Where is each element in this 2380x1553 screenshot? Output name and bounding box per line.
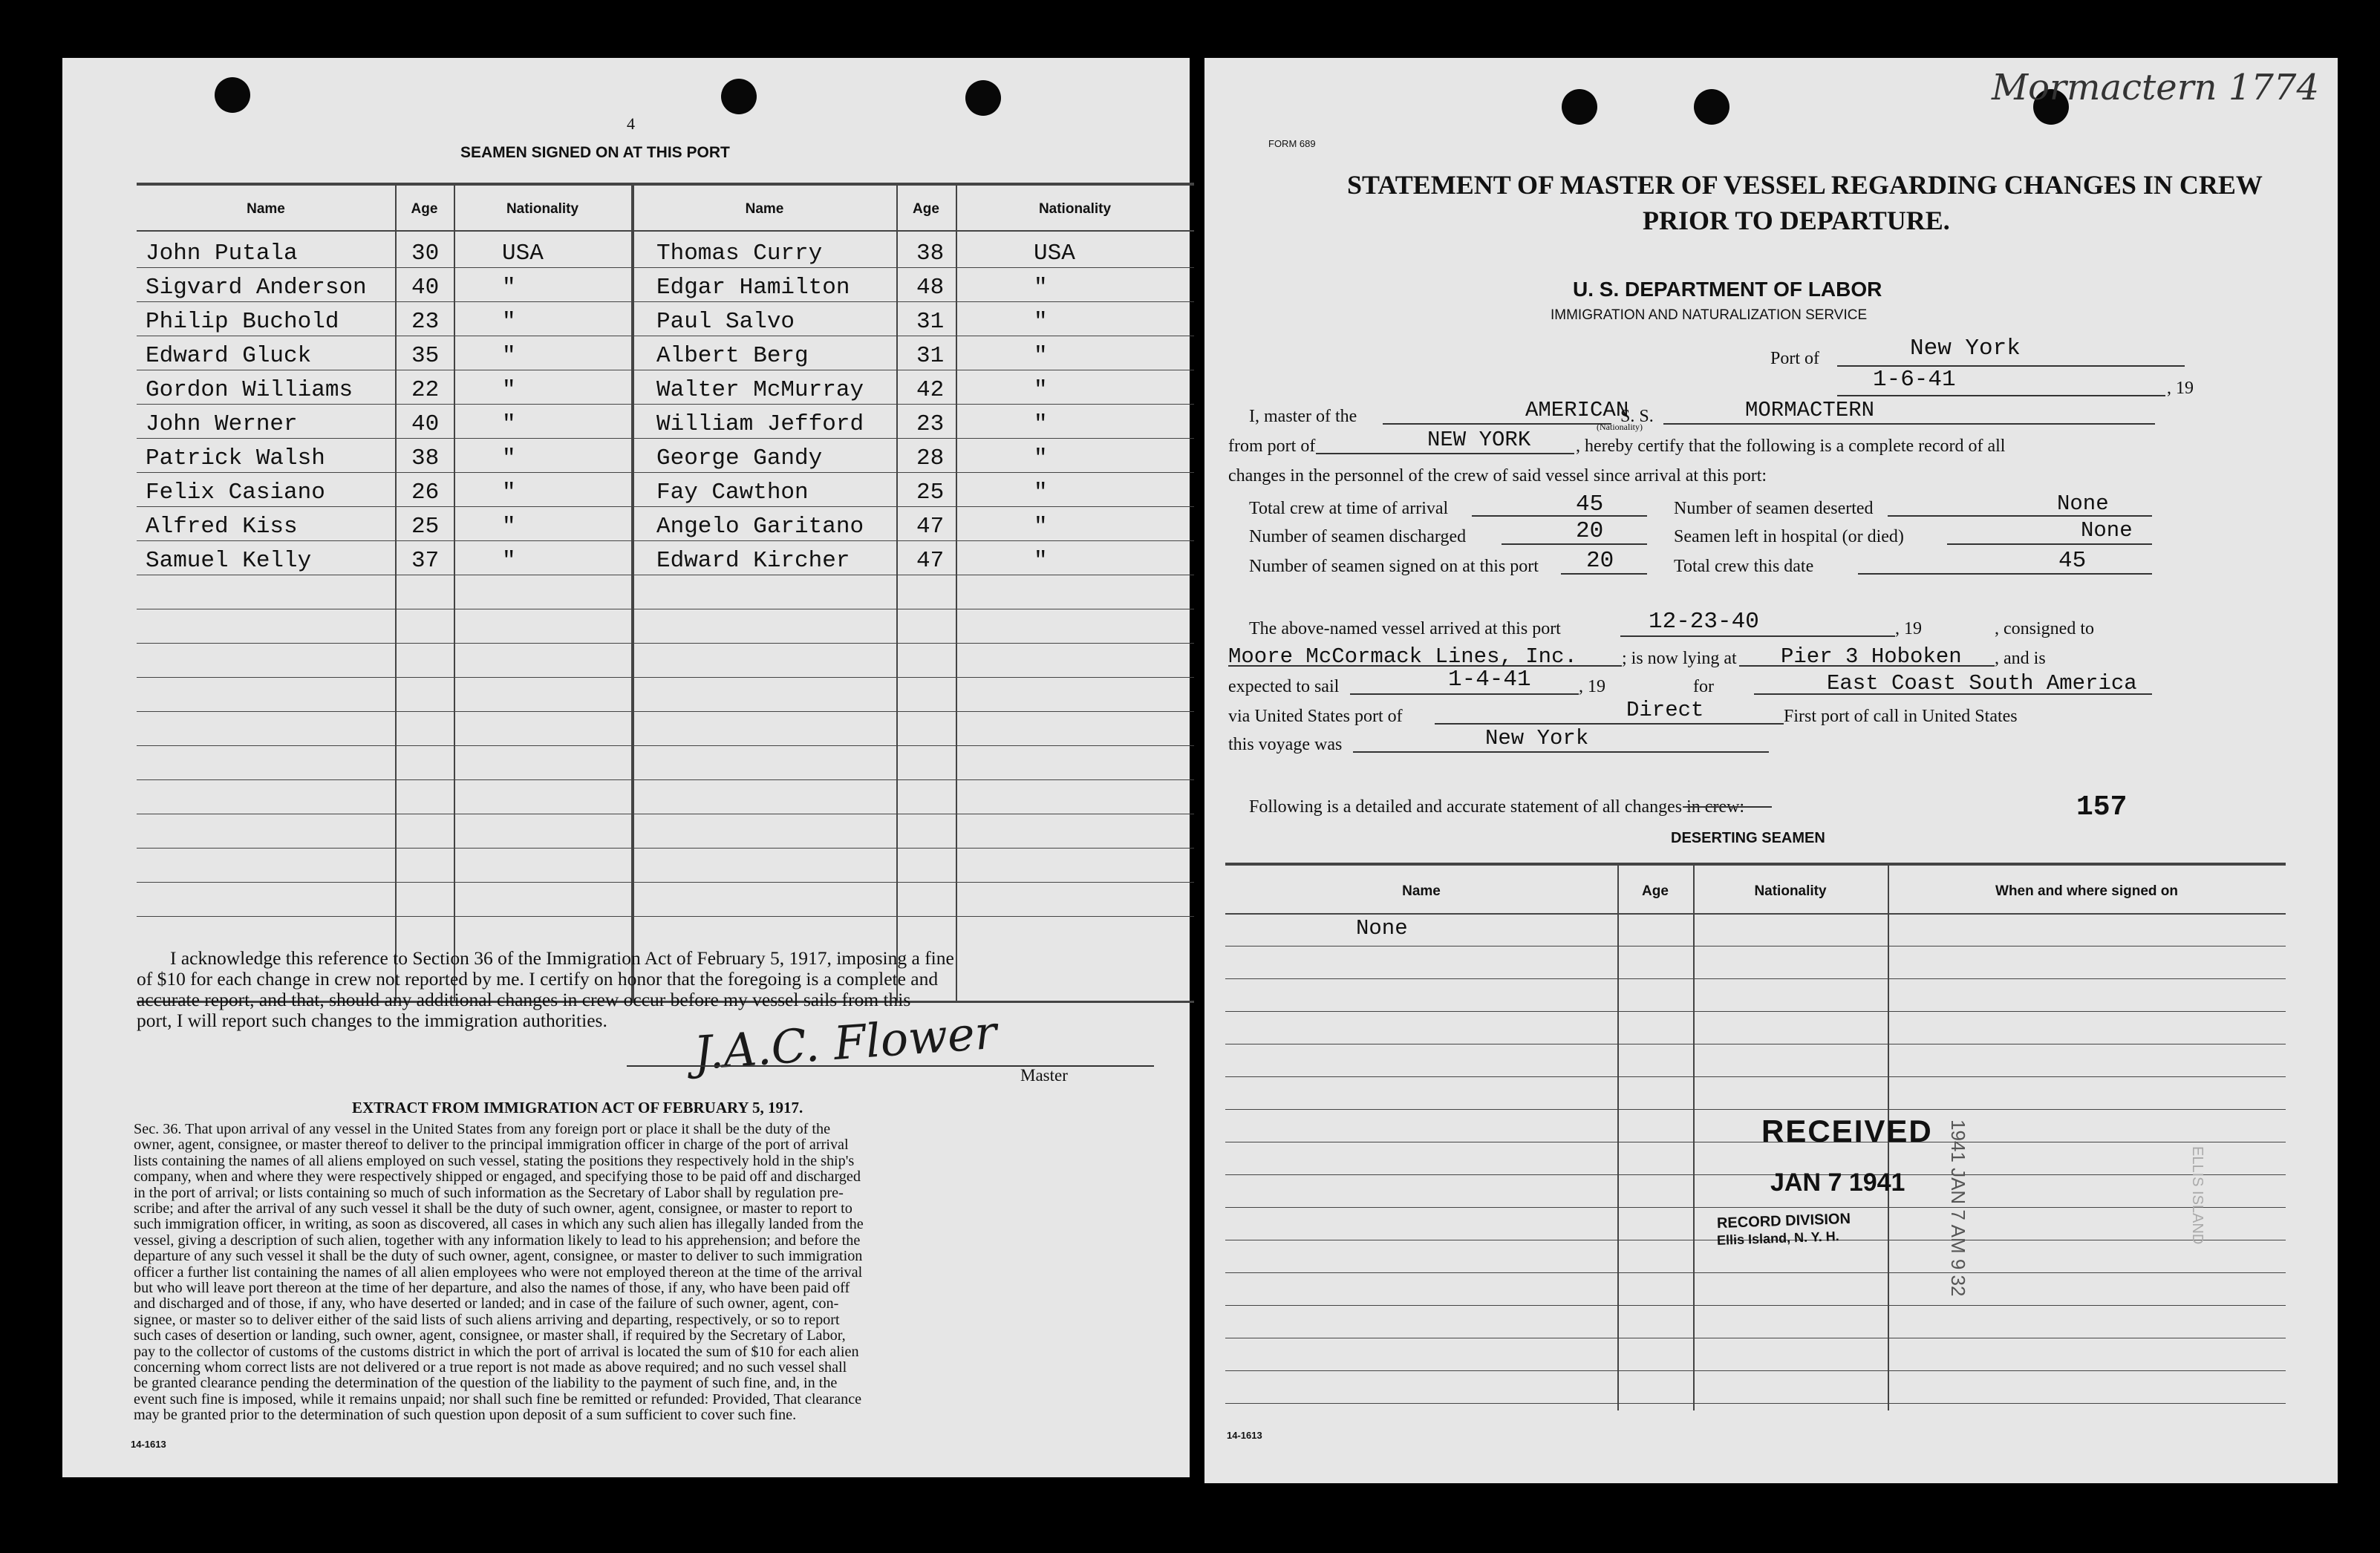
cell-nationality: ": [1034, 411, 1048, 437]
cell-age: 23: [916, 411, 945, 437]
table-rule: [137, 267, 1194, 268]
cell-name: Edward Kircher: [656, 548, 850, 574]
table-rule: [1225, 1076, 2286, 1077]
extract-line: may be granted prior to the determination of such question upon deposit of a sum sufficient to cover such fine.: [134, 1407, 797, 1424]
table-rule: [137, 438, 1194, 439]
master-label: Master: [1020, 1066, 1068, 1085]
col-header-name: Name: [1402, 883, 1441, 899]
table-rule: [137, 301, 1194, 302]
col-header-name: Name: [247, 201, 285, 217]
cell-age: 40: [411, 275, 440, 301]
table-rule: [137, 882, 1194, 883]
punch-hole: [1562, 89, 1597, 125]
cell-nationality: ": [1034, 275, 1048, 301]
via-port-field: Direct: [1626, 698, 1704, 722]
form-subtitle: PRIOR TO DEPARTURE.: [1643, 206, 1950, 235]
extract-line: vessel, giving a description of such alien, together with any information likely to lead to his apprehension; and before the: [134, 1232, 861, 1249]
extract-line: in the port of arrival; or lists containing so much of such information as the Secretary of Labor shall by regulation pre-: [134, 1184, 844, 1201]
cell-age: 42: [916, 377, 945, 403]
punch-hole: [1694, 89, 1729, 125]
punch-hole: [721, 79, 757, 114]
cell-age: 31: [916, 309, 945, 335]
hospital-field: None: [2081, 518, 2133, 543]
extract-line: officer a further list containing the names of all alien employees who were not employed thereon at the time of the arrival: [134, 1263, 863, 1281]
cell-nationality: ": [1034, 480, 1048, 506]
expected-sail-field: 1-4-41: [1448, 667, 1531, 693]
cell-age: 25: [411, 514, 440, 540]
lying-at-field: Pier 3 Hoboken: [1781, 644, 1962, 669]
col-header-when-where: When and where signed on: [1995, 883, 2178, 899]
deserting-title: DESERTING SEAMEN: [1671, 830, 1825, 846]
table-rule: [137, 404, 1194, 405]
form-number: FORM 689: [1268, 138, 1316, 149]
cell-age: 47: [916, 548, 945, 574]
from-port-field: NEW YORK: [1427, 428, 1531, 452]
cell-name: Samuel Kelly: [146, 548, 312, 574]
col-header-age: Age: [1642, 883, 1669, 899]
cell-age: 40: [411, 411, 440, 437]
cell-age: 47: [916, 514, 945, 540]
cell-nationality: ": [1034, 309, 1048, 335]
left-page: 4 SEAMEN SIGNED ON AT THIS PORT Name Age Nationality Name Age Nationality John Putala 30 USA Thomas Curry 38 USA Sigvard Anderson 40 " Edgar Hamilton 48 " Philip Buchold 23 " Paul Salvo 31 " Edward Gluck 35 " Albert Berg 31 " Gordon Williams 22 " Walter McMurray 42 " John Werner 40 " William Jefford 23 " Patrick Walsh 38 " George Gandy 28 " Felix Casiano 26 " Fay Cawthon 25 " Alfred Kiss 25 " Angelo Garitano 47 " Samuel Kelly 37 " Edward Kircher 47 " I acknowledge this reference to Section 36 of the Immigration Act of February 5, 1917, imposing a fine of $10 for each change in crew not reported by me. I certify on honor that the foregoing is a complete and accurate report, and that, should any additional changes in crew occur before my vessel sails from this port, I will report such changes to the immigration authorities. J.A.C. Flower Master EXTRACT FROM IMMIGRATION ACT OF FEBRUARY 5, 1917. Sec. 36. That upon arrival of any vessel in the United States from any foreign port or place it shall be the duty of the owner, agent, consignee, or master thereof to deliver to the principal immigration officer in charge of the port of arrival lists containing the names of all aliens employed on such vessel, stating the positions they respectively hold in the ship's company, when and where they were respectively shipped or engaged, and specifying those to be paid off and discharged in the port of arrival; or lists containing so much of such information as the Secretary of Labor shall by regulation pre- scribe; and after the arrival of any such vessel it shall be the duty of such owner, agent, consignee, or master to report to such immigration officer, in writing, as soon as discovered, all cases in which any such alien has illegally landed from the vessel, giving a description of such alien, together with any information likely to lead to his apprehension; and before the departure of any such vessel it shall be the duty of such owner, agent, consignee, or master to deliver to such immigration officer a further list containing the names of all alien employees who were not employed thereon at the time of the arrival but who will leave port thereon at the time of her departure, and also the names of those, if any, who have been paid off and discharged and of those, if any, who have deserted or landed; and in case of the failure of such owner, agent, con- signee, or master so to deliver either of the said lists of such aliens arriving and departing, respectively, or so to report such cases of desertion or landing, such owner, agent, consignee, or master shall, if required by the Secretary of Labor, pay to the collector of customs of the customs district in which the port of arrival is located the sum of $10 for each alien concerning whom correct lists are not delivered or a true report is not made as above required; and no such vessel shall be granted clearance pending the determination of the question of the liability to the payment of such fine, and, in the event such fine is imposed, while it remains unpaid; nor shall such fine be remitted or refunded: Provided, That clearance may be granted prior to the determination of such question upon deposit of a sum sufficient to cover such fine. 14-1613: [62, 58, 1190, 1477]
extract-line: event such fine is imposed, while it remains unpaid; nor shall such fine be remitted or refunded: Provided, That clearance: [134, 1390, 862, 1407]
cell-nationality: ": [1034, 377, 1048, 403]
cell-nationality: ": [1034, 514, 1048, 540]
signed-on-field: 20: [1586, 548, 1614, 574]
cell-nationality: ": [502, 377, 516, 403]
table-rule: [137, 916, 1194, 917]
cell-name: John Werner: [146, 411, 298, 437]
cell-name: Edgar Hamilton: [656, 275, 850, 301]
table-rule: [137, 540, 1194, 541]
location-stamp: ELLIS ISLAND: [2189, 1146, 2205, 1245]
table-rule: [137, 779, 1194, 780]
col-header-nationality: Nationality: [1754, 883, 1827, 899]
table-rule: [1225, 1272, 2286, 1273]
table-rule: [1225, 1174, 2286, 1175]
arrived-date-field: 12-23-40: [1649, 609, 1759, 635]
cell-nationality: USA: [1034, 241, 1075, 267]
cell-name: John Putala: [146, 241, 298, 267]
table-rule: [137, 472, 1194, 473]
total-crew-date-field: 45: [2058, 548, 2087, 574]
consignee-field: Moore McCormack Lines, Inc.: [1228, 644, 1577, 669]
cell-age: 38: [411, 445, 440, 471]
extract-line: but who will leave port thereon at the time of her departure, and also the names of those, if any, who have been paid off: [134, 1280, 850, 1296]
cell-name: Philip Buchold: [146, 309, 339, 335]
extract-line: scribe; and after the arrival of any such vessel it shall be the duty of such owner, agent, consignee, or master to report to: [134, 1200, 852, 1217]
col-header-age: Age: [411, 201, 438, 217]
cell-age: 26: [411, 480, 440, 506]
cell-name: Albert Berg: [656, 343, 809, 369]
form-title: STATEMENT OF MASTER OF VESSEL REGARDING CHANGES IN CREW: [1347, 170, 2263, 200]
nationality-field: AMERICAN: [1525, 398, 1629, 422]
deserting-entry: None: [1356, 916, 1408, 941]
table-rule: [137, 745, 1194, 746]
extract-line: owner, agent, consignee, or master thereof to deliver to the principal immigration officer in charge of the port of arrival: [134, 1137, 849, 1154]
page-number: 4: [627, 114, 635, 133]
cell-name: Thomas Curry: [656, 241, 823, 267]
table-rule: [137, 506, 1194, 507]
table-rule: [1225, 1207, 2286, 1208]
extract-line: pay to the collector of customs of the customs district in which the port of arrival is located the sum of $10 for each alien: [134, 1343, 859, 1360]
cell-name: Sigvard Anderson: [146, 275, 367, 301]
department: U. S. DEPARTMENT OF LABOR: [1573, 278, 1882, 301]
cell-age: 28: [916, 445, 945, 471]
extract-line: such immigration officer, in writing, as soon as discovered, all cases in which any such alien has illegally landed from the: [134, 1216, 864, 1233]
cell-name: Angelo Garitano: [656, 514, 864, 540]
port-field: New York: [1910, 336, 2021, 362]
cell-age: 37: [411, 548, 440, 574]
col-header-nationality: Nationality: [506, 201, 579, 217]
cell-nationality: USA: [502, 241, 544, 267]
table-rule: [1225, 1305, 2286, 1306]
ship-name-field: MORMACTERN: [1745, 398, 1875, 422]
cell-age: 25: [916, 480, 945, 506]
punch-hole: [215, 77, 250, 113]
extract-line: and discharged and of those, if any, who have deserted or landed; and in case of the failure of such owner, agent, con-: [134, 1295, 839, 1312]
total-crew-arrival-field: 45: [1576, 491, 1604, 517]
master-signature: J.A.C. Flower: [691, 1004, 999, 1081]
cell-nationality: ": [502, 309, 516, 335]
table-rule: [1225, 1403, 2286, 1404]
deserted-field: None: [2057, 491, 2109, 516]
table-rule: [137, 643, 1194, 644]
cell-name: Gordon Williams: [146, 377, 353, 403]
table-rule: [137, 677, 1194, 678]
col-header-nationality: Nationality: [1038, 201, 1112, 217]
cell-name: Walter McMurray: [656, 377, 864, 403]
extract-line: be granted clearance pending the determination of the question of the liability to the payment of such fine, and, in the: [134, 1375, 838, 1392]
cell-name: Edward Gluck: [146, 343, 312, 369]
table-rule: [1225, 1011, 2286, 1012]
table-rule: [1225, 1370, 2286, 1371]
cell-age: 38: [916, 241, 945, 267]
cell-nationality: ": [502, 514, 516, 540]
cell-name: Felix Casiano: [146, 480, 325, 506]
right-page: Mormactern 1774 FORM 689 STATEMENT OF MASTER OF VESSEL REGARDING CHANGES IN CREW PRIOR TO DEPARTURE. U. S. DEPARTMENT OF LABOR IMMIGRATION AND NATURALIZATION SERVICE Port of New York 1-6-41 , 19 I, master of the AMERICAN (Nationality) S. S. MORMACTERN from port of NEW YORK , hereby certify that the following is a complete record of all changes in the personnel of the crew of said vessel since arrival at this port: Total crew at time of arrival 45 Number of seamen deserted None Number of seamen discharged 20 Seamen left in hospital (or died) None Number of seamen signed on at this port 20 Total crew this date 45 The above-named vessel arrived at this port 12-23-40 , 19 , consigned to Moore McCormack Lines, Inc. ; is now lying at Pier 3 Hoboken , and is expected to sail 1-4-41 , 19 for East Coast South America via United States port of Direct First port of call in United States this voyage was New York Following is a detailed and accurate statement of all changes in crew: 157 DESERTING SEAMEN Name Age Nationality When and where signed on None RECEIVED JAN 7 1941 RECORD DIVISION Ellis Island, N. Y. H. 1941 JAN 7 AM 9 32 ELLIS ISLAND 14-1613: [1204, 58, 2338, 1483]
cell-age: 22: [411, 377, 440, 403]
changes-count: 157: [2076, 791, 2128, 823]
cell-nationality: ": [1034, 343, 1048, 369]
cell-name: George Gandy: [656, 445, 823, 471]
cell-age: 35: [411, 343, 440, 369]
cell-nationality: ": [1034, 445, 1048, 471]
discharged-field: 20: [1576, 518, 1604, 544]
cell-age: 48: [916, 275, 945, 301]
extract-title: EXTRACT FROM IMMIGRATION ACT OF FEBRUARY 5, 1917.: [352, 1099, 803, 1116]
cell-age: 30: [411, 241, 440, 267]
cell-age: 31: [916, 343, 945, 369]
extract-line: concerning whom correct lists are not delivered or a true report is not made as above required; and no such vessel shall: [134, 1359, 847, 1376]
service: IMMIGRATION AND NATURALIZATION SERVICE: [1551, 307, 1868, 323]
cell-nationality: ": [1034, 548, 1048, 574]
time-stamp: 1941 JAN 7 AM 9 32: [1947, 1119, 1969, 1297]
extract-line: lists containing the names of all aliens employed on such vessel, stating the positions they respectively hold in the ship's: [134, 1152, 855, 1169]
cell-name: Patrick Walsh: [146, 445, 325, 471]
cell-nationality: ": [502, 548, 516, 574]
handwritten-note: Mormactern 1774: [1992, 67, 2319, 108]
table-rule: [1225, 978, 2286, 979]
cell-name: Fay Cawthon: [656, 480, 809, 506]
table-rule: [137, 848, 1194, 849]
cell-nationality: ": [502, 411, 516, 437]
extract-line: such cases of desertion or landing, such owner, agent, consignee, or master shall, if required by the Secretary of Labor,: [134, 1327, 846, 1344]
table-rule: [1225, 1109, 2286, 1110]
extract-line: departure of any such vessel it shall be the duty of such owner, agent, consignee, or master to deliver to such immigration: [134, 1248, 863, 1265]
cell-nationality: ": [502, 480, 516, 506]
extract-line: signee, or master so to deliver either of the said lists of such aliens arriving and departing, respectively, or so to report: [134, 1311, 840, 1328]
table-rule: [137, 711, 1194, 712]
cell-nationality: ": [502, 343, 516, 369]
cell-name: Alfred Kiss: [146, 514, 298, 540]
section-title: SEAMEN SIGNED ON AT THIS PORT: [460, 144, 730, 161]
date-field: 1-6-41: [1873, 367, 1956, 393]
cell-age: 23: [411, 309, 440, 335]
col-header-age: Age: [913, 201, 939, 217]
punch-hole: [965, 80, 1001, 116]
col-header-name: Name: [745, 201, 784, 217]
form-code: 14-1613: [131, 1439, 166, 1450]
cell-name: William Jefford: [656, 411, 864, 437]
cell-name: Paul Salvo: [656, 309, 795, 335]
cell-nationality: ": [502, 445, 516, 471]
voyage-field: New York: [1485, 726, 1589, 751]
cell-nationality: ": [502, 275, 516, 301]
destination-field: East Coast South America: [1827, 671, 2137, 696]
form-code: 14-1613: [1227, 1430, 1262, 1441]
extract-line: Sec. 36. That upon arrival of any vessel in the United States from any foreign port or place it shall be the duty of the: [134, 1121, 831, 1137]
extract-line: company, when and where they were respectively shipped or engaged, and specifying those to be paid off and discharged: [134, 1168, 861, 1186]
